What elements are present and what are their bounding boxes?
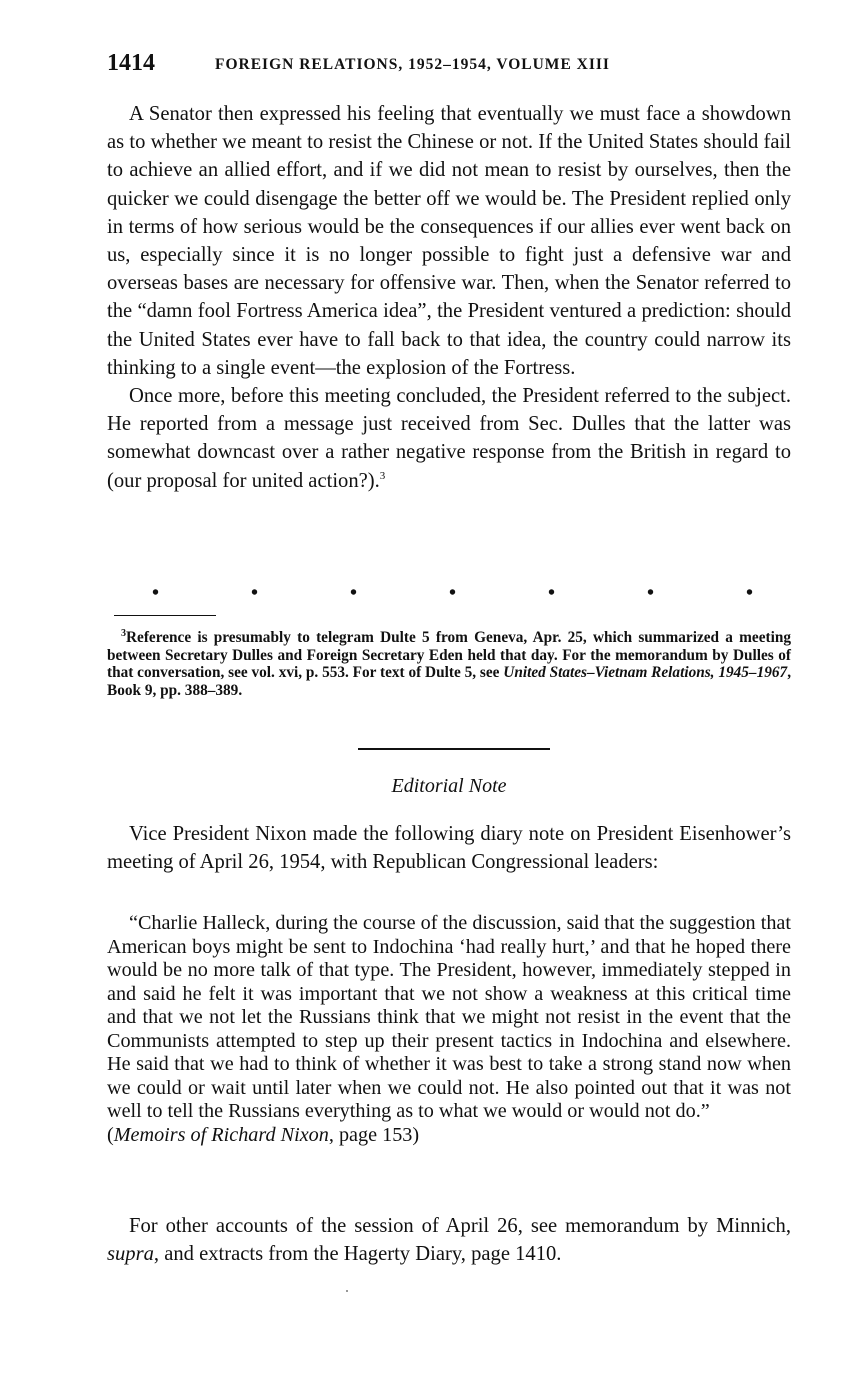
editorial-note-title: Editorial Note xyxy=(391,775,507,797)
ellipsis-dots xyxy=(107,582,791,604)
ellipsis-dot: • xyxy=(647,582,655,604)
main-text-section xyxy=(107,100,791,495)
citation-title: Memoirs of Richard Nixon xyxy=(113,1123,329,1146)
footnote-marker: 3 xyxy=(121,627,126,639)
footnote-italic-title: United States–Vietnam Relations, 1945–1967 xyxy=(503,664,788,681)
closing-before: For other accounts of the session of April 26, see memorandum by Minnich, xyxy=(129,1215,791,1237)
ellipsis-dot: • xyxy=(251,582,259,604)
diary-quote xyxy=(107,912,791,1147)
footnote-text-after: , Book 9, pp. 388–389. xyxy=(107,664,792,699)
ellipsis-dot: • xyxy=(548,582,556,604)
ellipsis-dot: • xyxy=(746,582,754,604)
closing-text xyxy=(107,1212,791,1268)
citation-open: ( xyxy=(107,1123,114,1146)
paragraph-once-more-text: Once more, before this meeting concluded, the President referred to the subject. He reported from a message just received from Sec. Dulles that the latter was somewhat downcast over a rather negative response from the British in regard to (our proposal for united action?). xyxy=(107,385,791,492)
scan-speck xyxy=(346,1290,348,1292)
diary-quote-text xyxy=(107,912,791,1147)
citation-rest: , page 153) xyxy=(328,1123,420,1146)
editorial-intro-text: Vice President Nixon made the following diary note on President Eisenhower’s meeting of April 26, 1954, with Republican Congressional leaders: xyxy=(107,823,791,874)
ellipsis-dot: • xyxy=(449,582,457,604)
footnote-text xyxy=(107,629,791,699)
editorial-intro xyxy=(107,820,791,876)
closing-after: , and extracts from the Hagerty Diary, page 1410. xyxy=(153,1243,562,1266)
footnote-reference: 3 xyxy=(379,469,386,482)
quote-body: “Charlie Halleck, during the course of the discussion, said that the suggestion that American boys might be sent to Indochina ‘had really hurt,’ and that he hoped there would be no more talk of that type. The President, however, immediately stepped in and said he felt it was important that we not show a weakness at this critical time and that we not let the Russians think that we might not resist in the event that the Communists attempted to step up their present tactics in Indochina and elsewhere. He said that we had to think of whether it was best to take a strong stand now when we could or wait until later when we could not. He also pointed out that it was not well to tell the Russians everything as to what we would or would not do.” xyxy=(107,912,791,1122)
page-number: 1414 xyxy=(107,50,155,76)
ellipsis-dot: • xyxy=(152,582,160,604)
paragraph-senator: A Senator then expressed his feeling that eventually we must face a showdown as to whether we meant to resist the Chinese or not. If the United States should fail to achieve an allied effort, and if we did not mean to resist by ourselves, then the quicker we could disengage the better off we would be. The President replied only in terms of how serious would be the consequences if our allies ever went back on us, especially since it is no longer possible to fight just a defensive war and overseas bases are necessary for offensive war. Then, when the Senator referred to the “damn fool Fortress America idea”, the President ventured a prediction: should the United States ever have to fall back to that idea, the country could narrow its thinking to a single event—the explosion of the Fortress. xyxy=(107,103,791,379)
closing-paragraph xyxy=(107,1212,791,1268)
closing-italic: supra xyxy=(107,1243,154,1266)
footnote-rule xyxy=(114,615,216,616)
paragraph-once-more xyxy=(107,382,791,495)
section-separator xyxy=(358,748,550,750)
footnote xyxy=(107,629,791,699)
ellipsis-dot: • xyxy=(350,582,358,604)
page-header xyxy=(107,50,787,80)
footnote-text-before: Reference is presumably to telegram Dulte 5 from Geneva, Apr. 25, which summarized a meeting between Secretary Dulles and Foreign Secretary Eden held that day. For the memorandum by Dulles of that conversation, see vol. xvi, p. 553. For text of Dulte 5, see xyxy=(107,629,791,681)
running-head: FOREIGN RELATIONS, 1952–1954, VOLUME XIII xyxy=(215,56,610,73)
